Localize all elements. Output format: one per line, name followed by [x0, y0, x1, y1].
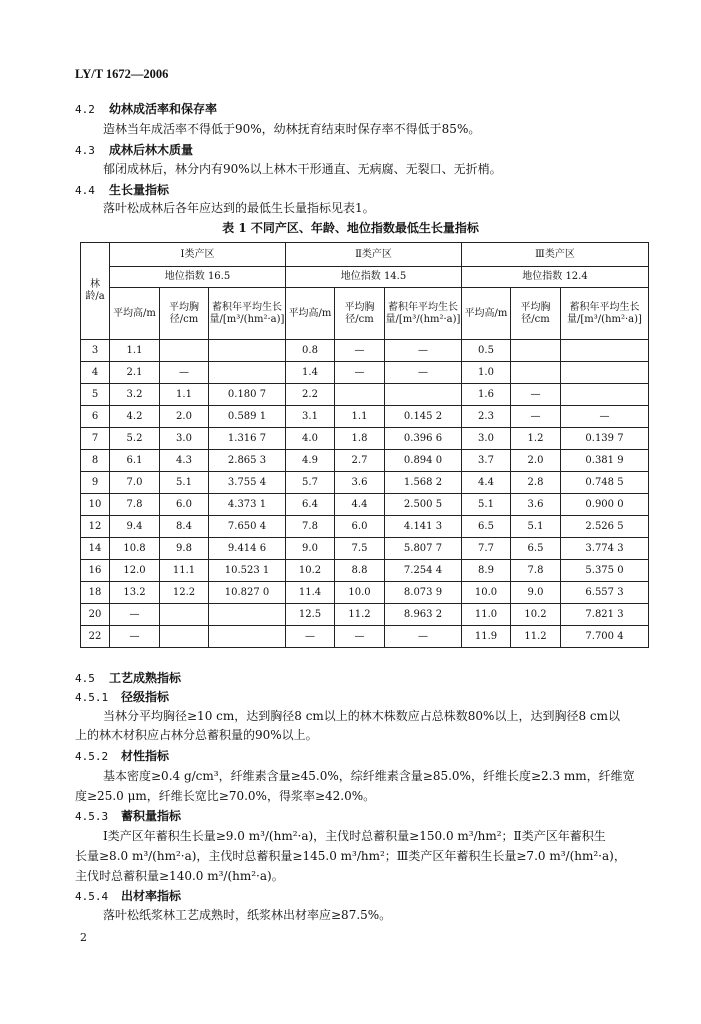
value-cell: 0.381 9	[561, 450, 649, 472]
section-4-5-1-text: 当林分平均胸径≥10 cm，达到胸径8 cm以上的林木株数应占总株数80%以上，达到胸径8 cm以	[103, 709, 621, 723]
value-cell: 3.774 3	[561, 538, 649, 560]
section-number: 4.3	[75, 144, 95, 157]
value-cell: 11.4	[286, 582, 335, 604]
value-cell: —	[335, 340, 385, 362]
age-cell: 12	[81, 516, 110, 538]
section-4-5-4-text: 落叶松纸浆林工艺成熟时，纸浆林出材率应≥87.5%。	[103, 908, 392, 922]
table-row	[81, 450, 649, 472]
value-cell: 7.8	[511, 560, 561, 582]
column-header: 平均高/m	[110, 288, 160, 340]
section-4-5-1-text: 上的林木材积应占林分总蓄积量的90%以上。	[75, 728, 318, 742]
table-caption: 表 1 不同产区、年龄、地位指数最低生长量指标	[222, 221, 479, 235]
value-cell: 5.2	[110, 428, 160, 450]
value-cell: 5.1	[511, 516, 561, 538]
table-row	[81, 516, 649, 538]
zone-header: Ⅲ类产区	[462, 243, 649, 267]
value-cell: 3.0	[462, 428, 511, 450]
section-4-4-text: 落叶松成林后各年应达到的最低生长量指标见表1。	[103, 201, 375, 215]
value-cell: 5.375 0	[561, 560, 649, 582]
value-cell: —	[286, 626, 335, 648]
section-title: 径级指标	[121, 690, 170, 704]
value-cell: 4.373 1	[209, 494, 286, 516]
section-4-3-text: 郁闭成林后，林分内有90%以上林木干形通直、无病腐、无裂口、无折梢。	[103, 162, 502, 176]
section-4-5-2-heading	[75, 748, 169, 765]
value-cell: 8.963 2	[385, 604, 462, 626]
table-row	[81, 560, 649, 582]
value-cell: 2.0	[160, 406, 209, 428]
value-cell: 12.5	[286, 604, 335, 626]
table-row	[81, 406, 649, 428]
value-cell: 7.700 4	[561, 626, 649, 648]
value-cell	[209, 362, 286, 384]
value-cell	[209, 626, 286, 648]
value-cell: 10.2	[511, 604, 561, 626]
page-number: 2	[80, 931, 87, 944]
value-cell: 5.1	[462, 494, 511, 516]
site-index-header: 地位指数 14.5	[286, 267, 462, 288]
value-cell: 2.865 3	[209, 450, 286, 472]
value-cell: 8.8	[335, 560, 385, 582]
site-index-header: 地位指数 16.5	[110, 267, 286, 288]
value-cell: 11.0	[462, 604, 511, 626]
value-cell: 6.4	[286, 494, 335, 516]
value-cell: 2.500 5	[385, 494, 462, 516]
value-cell: —	[335, 362, 385, 384]
value-cell: 0.180 7	[209, 384, 286, 406]
zone-header: Ⅰ类产区	[110, 243, 286, 267]
value-cell: 1.316 7	[209, 428, 286, 450]
value-cell: —	[561, 406, 649, 428]
section-title: 蓄积量指标	[121, 809, 182, 823]
value-cell: 3.755 4	[209, 472, 286, 494]
value-cell: 7.650 4	[209, 516, 286, 538]
section-4-3-heading	[75, 142, 193, 159]
section-4-5-3-text: 主伐时总蓄积量≥140.0 m³/(hm²·a)。	[75, 869, 284, 883]
value-cell: 6.1	[110, 450, 160, 472]
section-title: 幼林成活率和保存率	[109, 102, 218, 116]
value-cell	[335, 384, 385, 406]
column-header: 平均高/m	[286, 288, 335, 340]
value-cell: 3.1	[286, 406, 335, 428]
table-row	[81, 362, 649, 384]
age-cell: 10	[81, 494, 110, 516]
section-4-5-2-text: 度≥25.0 μm，纤维长宽比≥70.0%，得浆率≥42.0%。	[75, 789, 376, 803]
value-cell: 1.1	[160, 384, 209, 406]
age-cell: 9	[81, 472, 110, 494]
section-4-5-3-text: Ⅰ类产区年蓄积生长量≥9.0 m³/(hm²·a)，主伐时总蓄积量≥150.0 m³/hm²；Ⅱ类产区年蓄积生	[103, 829, 606, 843]
value-cell: 11.2	[335, 604, 385, 626]
value-cell: 0.5	[462, 340, 511, 362]
value-cell	[561, 340, 649, 362]
value-cell: 10.0	[335, 582, 385, 604]
section-title: 材性指标	[121, 749, 170, 763]
value-cell: 12.0	[110, 560, 160, 582]
standard-code: LY/T 1672—2006	[75, 67, 169, 81]
value-cell: 9.8	[160, 538, 209, 560]
value-cell: 1.6	[462, 384, 511, 406]
value-cell: 9.0	[286, 538, 335, 560]
value-cell: —	[385, 626, 462, 648]
value-cell: 12.2	[160, 582, 209, 604]
value-cell: 9.0	[511, 582, 561, 604]
value-cell: 0.145 2	[385, 406, 462, 428]
value-cell: 8.073 9	[385, 582, 462, 604]
value-cell	[561, 362, 649, 384]
value-cell: 6.5	[511, 538, 561, 560]
value-cell: 4.4	[462, 472, 511, 494]
value-cell: 4.0	[286, 428, 335, 450]
value-cell: 13.2	[110, 582, 160, 604]
table-row	[81, 582, 649, 604]
age-cell: 3	[81, 340, 110, 362]
section-title: 生长量指标	[109, 183, 170, 197]
value-cell: —	[385, 340, 462, 362]
value-cell: —	[110, 604, 160, 626]
age-cell: 8	[81, 450, 110, 472]
column-header: 蓄积年平均生长量/[m³/(hm²·a)]	[561, 288, 649, 340]
value-cell: —	[511, 384, 561, 406]
value-cell: 1.1	[110, 340, 160, 362]
value-cell: 7.821 3	[561, 604, 649, 626]
value-cell: 11.9	[462, 626, 511, 648]
section-number: 4.2	[75, 103, 95, 116]
value-cell: 9.4	[110, 516, 160, 538]
value-cell: 1.2	[511, 428, 561, 450]
value-cell: 2.7	[335, 450, 385, 472]
value-cell	[385, 384, 462, 406]
value-cell: 4.141 3	[385, 516, 462, 538]
value-cell: —	[160, 362, 209, 384]
section-number: 4.5	[75, 672, 95, 685]
value-cell: 6.0	[160, 494, 209, 516]
value-cell: 2.3	[462, 406, 511, 428]
section-4-5-heading	[75, 670, 181, 687]
age-cell: 16	[81, 560, 110, 582]
value-cell: 9.414 6	[209, 538, 286, 560]
value-cell: 2.1	[110, 362, 160, 384]
value-cell	[160, 604, 209, 626]
value-cell: 4.2	[110, 406, 160, 428]
value-cell: 3.0	[160, 428, 209, 450]
table-row	[81, 494, 649, 516]
age-cell: 20	[81, 604, 110, 626]
value-cell: 10.8	[110, 538, 160, 560]
value-cell: 8.9	[462, 560, 511, 582]
value-cell: 7.7	[462, 538, 511, 560]
growth-indicator-table	[80, 242, 649, 648]
value-cell: 1.568 2	[385, 472, 462, 494]
section-title: 出材率指标	[121, 889, 182, 903]
value-cell: 2.0	[511, 450, 561, 472]
value-cell: 6.557 3	[561, 582, 649, 604]
value-cell: 0.8	[286, 340, 335, 362]
value-cell: —	[385, 362, 462, 384]
value-cell: 5.1	[160, 472, 209, 494]
value-cell	[209, 340, 286, 362]
section-4-2-text: 造林当年成活率不得低于90%，幼林抚育结束时保存率不得低于85%。	[103, 122, 481, 136]
age-cell: 14	[81, 538, 110, 560]
section-number: 4.5.2	[75, 750, 109, 763]
value-cell: 4.9	[286, 450, 335, 472]
section-number: 4.5.1	[75, 691, 109, 704]
value-cell: 7.0	[110, 472, 160, 494]
value-cell: 10.523 1	[209, 560, 286, 582]
table-row	[81, 428, 649, 450]
table-row	[81, 340, 649, 362]
value-cell	[561, 384, 649, 406]
value-cell: 0.894 0	[385, 450, 462, 472]
value-cell: 6.0	[335, 516, 385, 538]
value-cell: 5.7	[286, 472, 335, 494]
value-cell: 0.900 0	[561, 494, 649, 516]
value-cell: 5.807 7	[385, 538, 462, 560]
table-row	[81, 538, 649, 560]
value-cell: 3.6	[511, 494, 561, 516]
value-cell: 3.2	[110, 384, 160, 406]
value-cell: 3.7	[462, 450, 511, 472]
value-cell: 1.1	[335, 406, 385, 428]
age-header: 林龄/a	[81, 243, 110, 340]
section-title: 工艺成熟指标	[109, 671, 182, 685]
table-row	[81, 604, 649, 626]
value-cell: 0.139 7	[561, 428, 649, 450]
section-number: 4.4	[75, 184, 95, 197]
value-cell: —	[511, 406, 561, 428]
age-cell: 6	[81, 406, 110, 428]
section-4-5-1-heading	[75, 689, 169, 706]
age-cell: 4	[81, 362, 110, 384]
value-cell	[160, 626, 209, 648]
age-cell: 7	[81, 428, 110, 450]
section-title: 成林后林木质量	[109, 143, 194, 157]
value-cell: 7.8	[286, 516, 335, 538]
value-cell: 2.8	[511, 472, 561, 494]
age-cell: 18	[81, 582, 110, 604]
value-cell: 2.2	[286, 384, 335, 406]
value-cell	[511, 340, 561, 362]
site-index-header: 地位指数 12.4	[462, 267, 649, 288]
value-cell: 4.3	[160, 450, 209, 472]
section-4-5-4-heading	[75, 888, 181, 905]
value-cell	[160, 340, 209, 362]
column-header: 平均胸径/cm	[511, 288, 561, 340]
value-cell: 7.8	[110, 494, 160, 516]
value-cell: 4.4	[335, 494, 385, 516]
age-cell: 5	[81, 384, 110, 406]
value-cell: 7.5	[335, 538, 385, 560]
value-cell	[511, 362, 561, 384]
table-row	[81, 384, 649, 406]
zone-header: Ⅱ类产区	[286, 243, 462, 267]
value-cell: 10.827 0	[209, 582, 286, 604]
section-4-5-3-heading	[75, 808, 181, 825]
section-4-5-2-text: 基本密度≥0.4 g/cm³，纤维素含量≥45.0%，综纤维素含量≥85.0%，纤维长度≥2.3 mm，纤维宽	[103, 769, 635, 783]
value-cell: 8.4	[160, 516, 209, 538]
column-header: 平均高/m	[462, 288, 511, 340]
section-4-4-heading	[75, 182, 169, 199]
value-cell	[209, 604, 286, 626]
column-header: 蓄积年平均生长量/[m³/(hm²·a)]	[209, 288, 286, 340]
value-cell: —	[110, 626, 160, 648]
value-cell: 10.2	[286, 560, 335, 582]
value-cell: 3.6	[335, 472, 385, 494]
section-4-5-3-text: 长量≥8.0 m³/(hm²·a)，主伐时总蓄积量≥145.0 m³/hm²；Ⅲ类产区年蓄积生长量≥7.0 m³/(hm²·a)，	[75, 849, 626, 863]
value-cell: 1.0	[462, 362, 511, 384]
value-cell: 7.254 4	[385, 560, 462, 582]
section-number: 4.5.4	[75, 890, 109, 903]
value-cell: —	[335, 626, 385, 648]
value-cell: 11.2	[511, 626, 561, 648]
value-cell: 10.0	[462, 582, 511, 604]
value-cell: 1.4	[286, 362, 335, 384]
table-row	[81, 626, 649, 648]
value-cell: 0.589 1	[209, 406, 286, 428]
column-header: 蓄积年平均生长量/[m³/(hm²·a)]	[385, 288, 462, 340]
column-header: 平均胸径/cm	[335, 288, 385, 340]
value-cell: 0.396 6	[385, 428, 462, 450]
value-cell: 6.5	[462, 516, 511, 538]
section-number: 4.5.3	[75, 810, 109, 823]
age-cell: 22	[81, 626, 110, 648]
value-cell: 0.748 5	[561, 472, 649, 494]
value-cell: 2.526 5	[561, 516, 649, 538]
column-header: 平均胸径/cm	[160, 288, 209, 340]
section-4-2-heading	[75, 101, 217, 118]
value-cell: 11.1	[160, 560, 209, 582]
value-cell: 1.8	[335, 428, 385, 450]
table-row	[81, 472, 649, 494]
